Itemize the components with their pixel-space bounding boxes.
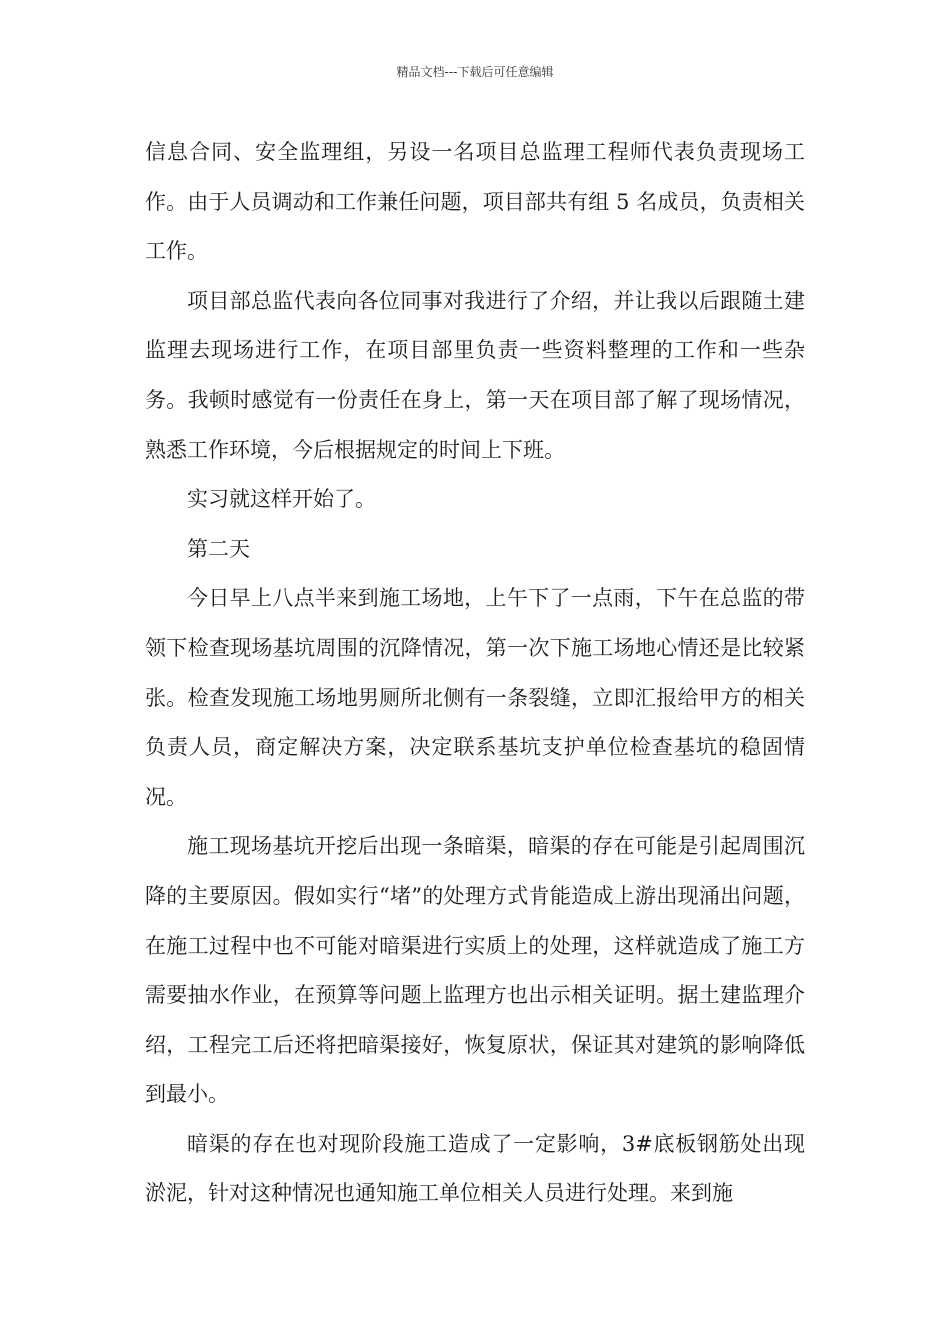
paragraph: 今日早上八点半来到施工场地，上午下了一点雨，下午在总监的带领下检查现场基坑周围的沉降情况，第一次下施工场地心情还是比较紧张。检查发现施工场地男厕所北侧有一条裂缝，立即汇报给甲方的相关负责人员，商定解决方案，决定联系基坑支护单位检查基坑的稳固情况。 [145,586,805,809]
paragraph: 项目部总监代表向各位同事对我进行了介绍，并让我以后跟随土建监理去现场进行工作，在项目部里负责一些资料整理的工作和一些杂务。我顿时感觉有一份责任在身上，第一天在项目部了解了现场情况，熟悉工作环境，今后根据规定的时间上下班。 [145,288,805,462]
paragraph-continues: 暗渠的存在也对现阶段施工造成了一定影响，3#底板钢筋处出现淤泥，针对这种情况也通知施工单位相关人员进行处理。来到施 [145,1131,805,1206]
page-header: 精品文档---下载后可任意编辑 [396,65,554,79]
section-heading-day-two: 第二天 [187,536,250,561]
document-body [145,128,805,1219]
paragraph: 实习就这样开始了。 [187,487,376,512]
paragraph: 施工现场基坑开挖后出现一条暗渠，暗渠的存在可能是引起周围沉降的主要原因。假如实行“堵”的处理方式肯能造成上游出现涌出问题，在施工过程中也不可能对暗渠进行实质上的处理，这样就造成了施工方需要抽水作业，在预算等问题上监理方也出示相关证明。据土建监理介绍，工程完工后还将把暗渠接好，恢复原状，保证其对建筑的影响降低到最小。 [145,834,805,1107]
paragraph-continued: 信息合同、安全监理组，另设一名项目总监理工程师代表负责现场工作。由于人员调动和工作兼任问题，项目部共有组 5 名成员，负责相关工作。 [145,140,805,264]
